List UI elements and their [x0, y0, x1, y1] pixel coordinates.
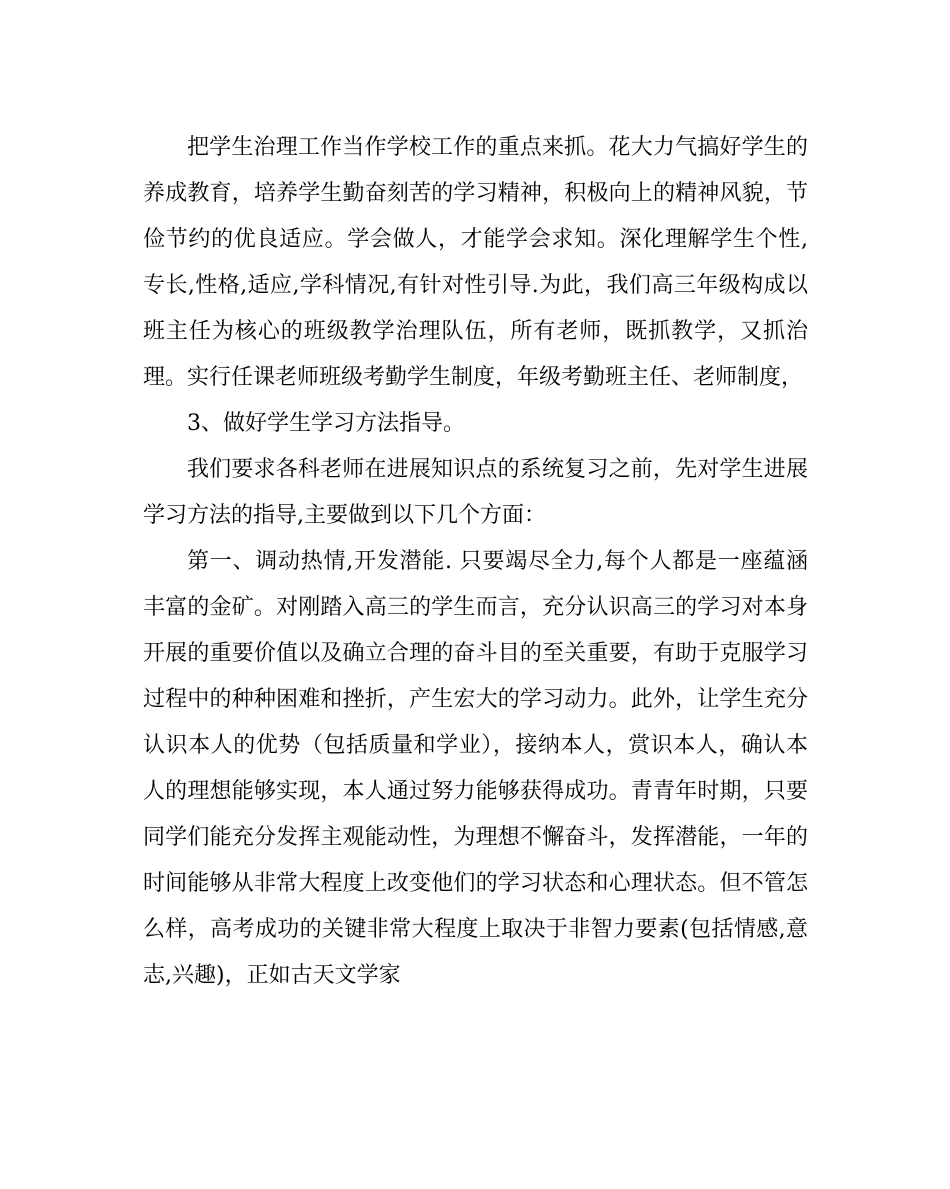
document-body — [143, 125, 808, 999]
paragraph-student-management: 把学生治理工作当作学校工作的重点来抓。花大力气搞好学生的养成教育，培养学生勤奋刻苦的学习精神，积极向上的精神风貌，节俭节约的优良适应。学会做人，才能学会求知。深化理解学生个性,专长,性格,适应,学科情况,有针对性引导.为此，我们高三年级构成以班主任为核心的班级教学治理队伍，所有老师，既抓教学，又抓治理。实行任课老师班级考勤学生制度，年级考勤班主任、老师制度， — [143, 135, 808, 390]
paragraph-study-method-intro: 我们要求各科老师在进展知识点的系统复习之前，先对学生进展学习方法的指导,主要做到以下几个方面： — [143, 457, 808, 528]
paragraph-heading-study-method: 3、做好学生学习方法指导。 — [187, 411, 465, 436]
paragraph-first-motivation: 第一、调动热情,开发潜能. 只要竭尽全力,每个人都是一座蕴涵丰富的金矿。对刚踏入高三的学生而言，充分认识高三的学习对本身开展的重要价值以及确立合理的奋斗目的至关重要，有助于克服学习过程中的种种困难和挫折，产生宏大的学习动力。此外，让学生充分认识本人的优势（包括质量和学业），接纳本人，赏识本人，确认本人的理想能够实现，本人通过努力能够获得成功。青青年时期，只要同学们能充分发挥主观能动性，为理想不懈奋斗，发挥潜能，一年的时间能够从非常大程度上改变他们的学习状态和心理状态。但不管怎么样，高考成功的关键非常大程度上取决于非智力要素(包括情感,意志,兴趣)，正如古天文学家 — [143, 549, 808, 988]
